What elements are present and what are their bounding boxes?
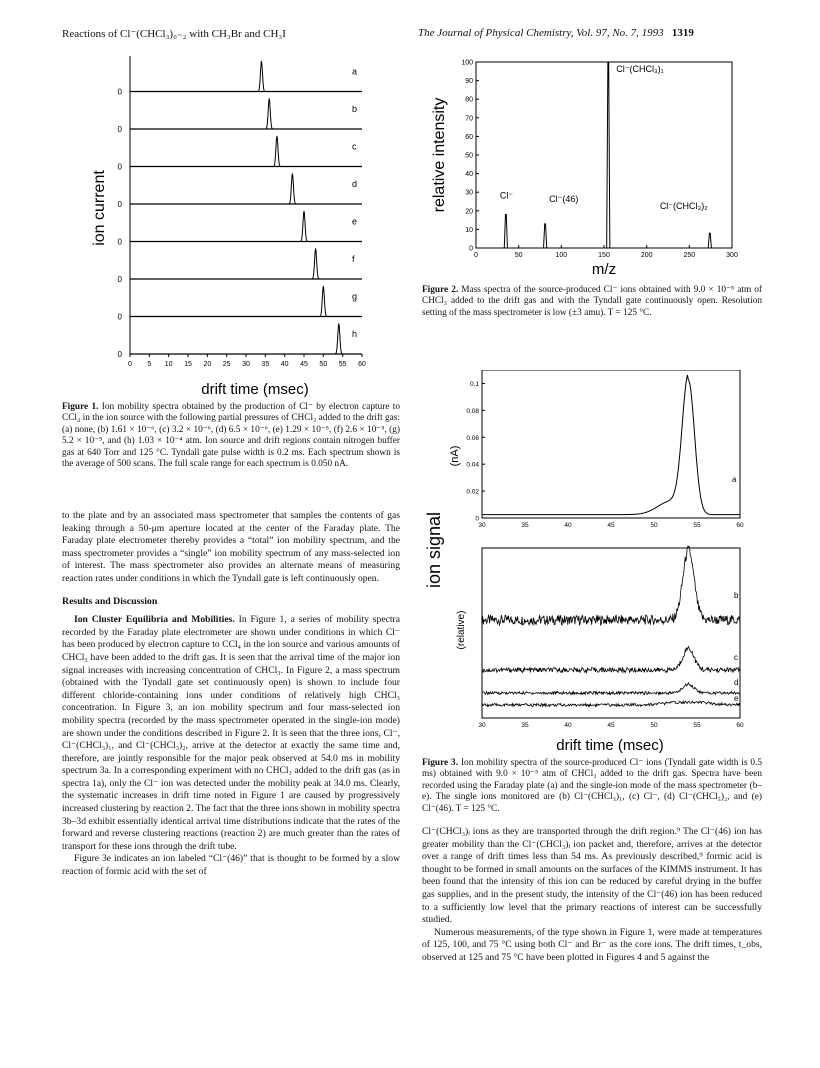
figure-2-y-tick-label: 60: [465, 133, 473, 141]
figure-3-x-tick-label-bottom: 45: [607, 722, 615, 729]
figure-3-x-tick-label-bottom: 30: [478, 722, 486, 729]
figure-2-peaks: [500, 62, 712, 248]
journal-citation: The Journal of Physical Chemistry, Vol. 97, No. 7, 1993: [418, 27, 664, 39]
figure-1-x-tick-label: 40: [280, 361, 289, 368]
figure-3-trace-label-c: c: [734, 653, 738, 662]
figure-1-x-tick-label: 15: [184, 361, 192, 368]
figure-2-x-tick-label: 100: [555, 252, 568, 259]
figure-2-y-tick-label: 50: [465, 152, 473, 160]
figure-2-peak-label: Cl⁻(46): [549, 193, 579, 204]
figure-3-bottom-ylabel: (relative): [456, 610, 467, 650]
figure-1-trace-h: [329, 324, 348, 354]
figure-1-x-tick-label: 10: [164, 361, 173, 368]
figure-3-ylabel: ion signal: [424, 511, 444, 589]
figure-1-zero-label: 0: [117, 200, 122, 209]
figure-3-x-tick-label-bottom: 50: [650, 722, 658, 729]
figure-2-chart: [420, 52, 765, 282]
figure-2-x-tick-label: 0: [474, 252, 478, 259]
figure-3-caption-text: Ion mobility spectra of the source-produced Cl⁻ ions (Tyndall gate width is 0.5 ms) obtained with 9.0 × 10⁻⁵ atm of CHCl₃ added to the drift gas. Spectra have been recorded using the Faraday plate (a) and the single-ion mode of the mass spectrometer (b–e). The single ions monitored are (b) Cl⁻(CHCl₃)₁, (c) Cl⁻, (d) Cl⁻(CHCl₃)₂, and (e) Cl⁻(46). T = 125 °C.: [422, 758, 763, 814]
figure-1-x-tick-label: 55: [338, 361, 347, 368]
figure-1-zero-label: 0: [117, 275, 122, 284]
figure-1-x-tick-label: 25: [222, 361, 231, 368]
figure-3-trace-label-a: a: [732, 475, 737, 484]
figure-2-peak-label: Cl⁻: [499, 190, 514, 201]
figure-3-trace-label-e: e: [734, 694, 739, 703]
figure-3-trace-c: [482, 647, 740, 673]
figure-1-x-tick-label: 5: [147, 361, 152, 368]
figure-1-trace-e: [294, 212, 313, 242]
figure-3-trace-label-b: b: [734, 591, 739, 600]
left-paragraph-3: Figure 3e indicates an ion labeled “Cl⁻(46)” that is thought to be formed by a slow reaction of formic acid with the set of: [62, 853, 400, 878]
figure-3-x-tick-label-top: 30: [478, 522, 486, 529]
figure-2-plot-frame: [476, 62, 732, 248]
figure-1-chart: [60, 50, 405, 400]
figure-1-trace-f: [306, 249, 325, 279]
figure-1-x-tick-label: 45: [300, 361, 308, 368]
right-paragraph-1: Cl⁻(CHCl₃)ᵢ ions as they are transported through the drift region.⁹ The Cl⁻(46) ion has greater mobility than the Cl⁻(CHCl₃)ᵢ ion packet and, therefore, arrives at the detector over a range of drift times less than 54 ms. As previously described,⁹ formic acid is thought to be formed in small amounts on the surfaces of the KIMMS instrument. It has been found that the intensity of this ion can be reduced by careful drying in the buffer gas supplies, and in the present study, the intensity of the Cl⁻(46) ion has been reduced to a sufficiently low level that the primary reactions of interest can be successfully studied.: [422, 826, 762, 926]
running-header-right: [418, 27, 694, 39]
figure-1-zero-label: 0: [117, 237, 122, 247]
figure-3-y-tick-label: 0.06: [466, 434, 479, 442]
figure-3-x-tick-label-bottom: 35: [521, 722, 529, 729]
figure-2-peak: [544, 224, 547, 248]
figure-1-xlabel: drift time (msec): [201, 381, 309, 398]
figure-2-x-tick-label: 50: [514, 252, 523, 259]
right-column-text: [422, 826, 762, 965]
figure-3-trace-a-line: [482, 375, 740, 515]
figure-2-x-tick-label: 200: [640, 252, 653, 259]
figure-1-zero-label: 0: [117, 125, 122, 134]
figure-3-y-tick-label: 0.08: [466, 407, 479, 415]
figure-1-trace-label-b: b: [352, 104, 358, 114]
figure-3-x-tick-label-bottom: 40: [564, 722, 572, 729]
figure-2-y-tick-label: 80: [465, 96, 473, 104]
figure-2-ylabel: relative intensity: [431, 97, 448, 213]
figure-3-x-ticks: [478, 522, 744, 729]
figure-3-chart: [420, 370, 765, 755]
figure-2-x-tick-label: 250: [683, 252, 696, 259]
figure-1-trace-label-a: a: [352, 66, 358, 77]
figure-3-trace-label-d: d: [734, 678, 739, 687]
page-number: 1319: [671, 27, 694, 39]
figure-2-y-tick-label: 100: [461, 59, 473, 67]
figure-1-x-tick-label: 0: [128, 361, 132, 368]
figure-1-caption-text: Ion mobility spectra obtained by the production of Cl⁻ by electron capture to CCl₄ in the ion source with the following partial pressures of CHCl₃ added to the drift gas: (a) none, (b) 1.61 × 10⁻⁶, (c) 3.2 × 10⁻⁶, (d) 6.5 × 10⁻⁶, (e) 1.29 × 10⁻⁵, (f) 2.6 × 10⁻⁵, (g) 5.2 × 10⁻⁵, and (h) 1.03 × 10⁻⁴ atm. Ion source and drift regions contain nitrogen buffer gas at 640 Torr and 125 °C. Tyndall gate pulse width is 0.2 ms. Each spectrum shown is the average of 500 scans. The full scale range for each spectrum is 0.050 nA.: [62, 402, 401, 470]
figure-3-traces-b-to-e: [482, 546, 740, 706]
figure-2-peak: [708, 233, 711, 248]
figure-3-caption-label: Figure 3.: [422, 758, 459, 768]
figure-3-x-tick-label-bottom: 60: [736, 722, 744, 729]
figure-2-y-tick-label: 30: [465, 189, 473, 197]
figure-1-trace-label-h: h: [352, 329, 358, 339]
figure-2-peak-label: Cl⁻(CHCl₃)₂: [659, 201, 708, 212]
figure-1-x-tick-label: 35: [261, 361, 270, 368]
figure-1-trace-g: [314, 287, 333, 317]
figure-1-trace-d: [283, 174, 302, 204]
figure-3-x-tick-label-top: 55: [693, 522, 701, 529]
right-paragraph-2: Numerous measurements, of the type shown in Figure 1, were made at temperatures of 125, 100, and 75 °C using both Cl⁻ and Br⁻ as the core ions. The drift times, t_obs, observed at 125 and 75 °C have been plotted in Figures 4 and 5 against the: [422, 926, 762, 963]
figure-1-trace-label-c: c: [352, 141, 357, 152]
figure-1-x-tick-label: 20: [203, 361, 212, 368]
figure-1-x-tick-label: 50: [319, 361, 328, 368]
figure-2-xlabel: m/z: [591, 261, 617, 278]
figure-3-x-tick-label-top: 45: [607, 522, 615, 529]
figure-1-trace-b: [260, 99, 279, 129]
figure-1-trace-label-f: f: [352, 254, 355, 264]
figure-1-x-tick-label: 60: [358, 361, 366, 368]
figure-3-xlabel: drift time (msec): [556, 737, 664, 754]
left-paragraph-1: to the plate and by an associated mass spectrometer that samples the contents of gas leaking through a 50-μm aperture located at the center of the Faraday plate. The Faraday plate electrometer thereby provides a “total” ion mobility spectrum, and the mass spectrometer provides a “single” ion mobility spectrum of any mass-selected ion of interest. The mass spectrometer also provides an alternate means of measuring reaction rates under conditions in which the Tyndall gate is left continuously open.: [62, 510, 400, 584]
figure-2-caption-label: Figure 2.: [422, 285, 459, 295]
figure-3-trace-b: [482, 546, 740, 625]
figure-1-x-ticks: [128, 354, 366, 368]
section-heading: Results and Discussion: [62, 595, 158, 607]
figure-1-zero-label: 0: [117, 162, 122, 172]
figure-3-x-tick-label-top: 35: [521, 522, 529, 529]
figure-1-trace-a: [252, 62, 271, 92]
run-in-heading: Ion Cluster Equilibria and Mobilities.: [74, 614, 235, 626]
figure-1-traces: [118, 56, 362, 359]
figure-1-zero-label: 0: [117, 87, 122, 97]
figure-1-zero-label: 0: [117, 350, 122, 359]
figure-3-y-tick-label: 0.04: [466, 461, 479, 469]
figure-2-caption: [422, 285, 762, 319]
figure-1-trace-label-d: d: [352, 179, 358, 189]
left-paragraph-2: [62, 614, 400, 853]
figure-2-y-tick-label: 10: [465, 226, 473, 234]
figure-3-y-tick-label: 0.02: [466, 488, 479, 496]
figure-3-trace-e: [482, 701, 740, 706]
figure-2-y-tick-label: 40: [465, 171, 473, 179]
figure-2-peak-label: Cl⁻(CHCl₃)₁: [616, 64, 664, 74]
figure-2-y-tick-label: 70: [465, 115, 473, 123]
figure-3-x-tick-label-top: 40: [564, 522, 572, 529]
figure-2-peak: [504, 215, 507, 248]
figure-1-caption-label: Figure 1.: [62, 402, 99, 412]
figure-2-y-tick-label: 20: [465, 208, 473, 216]
figure-2-y-tick-label: 90: [465, 78, 473, 86]
figure-2-x-ticks: [474, 245, 738, 259]
figure-2-caption-text: Mass spectra of the source-produced Cl⁻ ions obtained with 9.0 × 10⁻⁵ atm of CHCl₃ added to the drift gas and with the Tyndall gate continuously open. Resolution setting of the mass spectrometer is low (±3 amu). T = 125 °C.: [422, 285, 762, 318]
figure-1-zero-label: 0: [117, 312, 122, 322]
figure-3-top-ylabel: (nA): [449, 445, 461, 467]
figure-3-top-frame: [482, 370, 740, 518]
left-column-text: [62, 510, 400, 879]
figure-2-x-tick-label: 300: [726, 252, 738, 259]
figure-1-trace-label-g: g: [352, 291, 358, 302]
figure-1-ylabel: ion current: [91, 170, 108, 246]
running-header-left: Reactions of Cl⁻(CHCl₃)₀₋₂ with CH₃Br and CH₃I: [62, 28, 286, 40]
left-paragraph-2-text: In Figure 1, a series of mobility spectra recorded by the Faraday plate electrometer are shown under conditions in which Cl⁻ has been produced by electron capture to CCl₄ in the ion source and various amounts of CHCl₃ have been added to the drift gas. It is seen that the arrival time of the major ion signal increases with increasing concentration of CHCl₃. In Figure 2, a mass spectrum (obtained with the Tyndall gate set continuously open) is shown to include four different chloride-containing ions under conditions of relatively high CHCl₃ concentration. In Figure 3, an ion mobility spectrum and four mass-selected ion mobility spectra (recorded by the mass spectrometer operated in the single-ion mode) are shown under the conditions described in Figure 2. It is seen that the three ions, Cl⁻, Cl⁻(CHCl₃)₁, and Cl⁻(CHCl₃)₂, arrive at the detector at exactly the same time and, therefore, are jointly responsible for the major peak observed at 54.0 ms in mobility spectrum 3a. In a corresponding experiment with no CHCl₃ added to the drift gas (as in spectra 1a), only the Cl⁻ ion was detected under the mobility peak at 34.0 ms. Clearly, the systematic increases in drift time noted in Figure 1 are caused by progressively increased clustering by reaction 2. The fact that the three ions shown in mobility spectra 3b–3d exhibit essentially identical arrival time distributions indicate that the rates of the forward and reverse clustering reactions (reaction 2) are much greater than the rates of transport for these ions through the drift tube.: [62, 614, 400, 852]
figure-1-caption: [62, 402, 400, 470]
figure-1-trace-c: [267, 137, 286, 167]
figure-3-x-tick-label-top: 60: [736, 522, 744, 529]
figure-3-y-tick-label: 0.1: [469, 380, 479, 388]
figure-1-x-tick-label: 30: [242, 361, 250, 368]
figure-3-x-tick-label-top: 50: [650, 522, 658, 529]
figure-1-trace-label-e: e: [352, 216, 358, 227]
figure-3-x-tick-label-bottom: 55: [693, 722, 701, 729]
figure-3-caption: [422, 758, 762, 815]
figure-2-y-tick-label: 0: [469, 245, 473, 253]
figure-3-trace-d: [482, 683, 740, 695]
figure-3-trace-a: [482, 375, 740, 515]
figure-2-x-tick-label: 150: [598, 252, 610, 259]
figure-3-y-tick-label: 0: [475, 515, 479, 523]
figure-2-peak: [607, 62, 610, 248]
